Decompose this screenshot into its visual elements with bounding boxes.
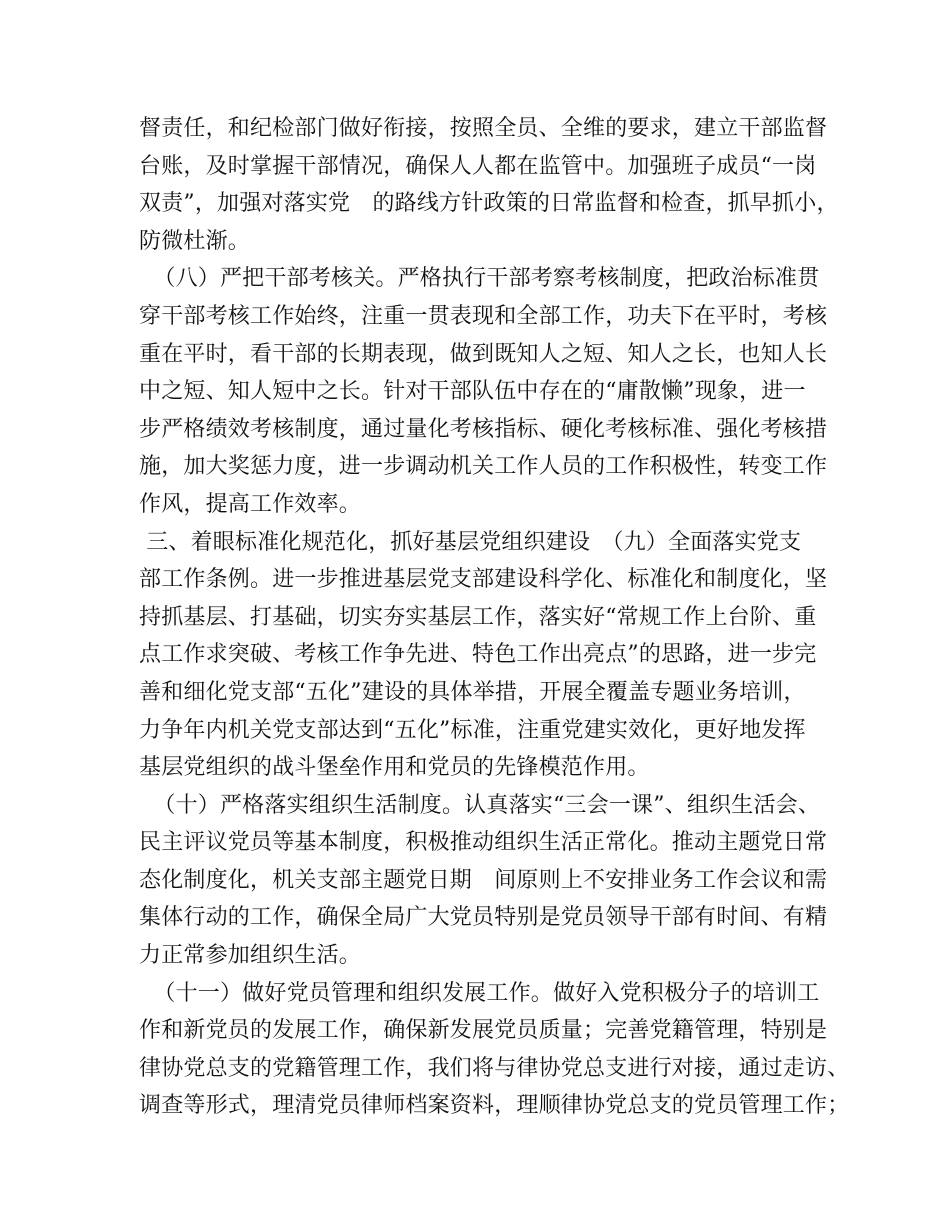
text-line: 民主评议党员等基本制度，积极推动组织生活正常化。推动主题党日常	[139, 830, 828, 856]
text-line: 力争年内机关党支部达到“五化”标准，注重党建实效化，更好地发挥	[139, 717, 806, 743]
text-line: 台账，及时掌握干部情况，确保人人都在监管中。加强班子成员“一岗	[139, 153, 817, 179]
section-heading-line: 三、着眼标准化规范化，抓好基层党组织建设 （九）全面落实党支	[139, 529, 802, 555]
text-line: 穿干部考核工作始终，注重一贯表现和全部工作，功夫下在平时，考核	[139, 303, 828, 329]
text-line: 态化制度化，机关支部主题党日期 间原则上不安排业务工作会议和需	[139, 867, 828, 893]
text-line: 中之短、知人短中之长。针对干部队伍中存在的“庸散懒”现象，进一	[139, 379, 806, 405]
text-line: 双责”，加强对落实党 的路线方针政策的日常监督和检查，抓早抓小，	[139, 191, 839, 217]
text-line: （十一）做好党员管理和组织发展工作。做好入党积极分子的培训工	[139, 980, 820, 1006]
text-line: 调查等形式，理清党员律师档案资料，理顺律协党总支的党员管理工作；	[139, 1093, 850, 1119]
text-line: 重在平时，看干部的长期表现，做到既知人之短、知人之长，也知人长	[139, 341, 828, 367]
text-line: 作和新党员的发展工作，确保新发展党员质量；完善党籍管理，特别是	[139, 1018, 828, 1044]
text-line: 集体行动的工作，确保全局广大党员特别是党员领导干部有时间、有精	[139, 905, 828, 931]
text-line: 点工作求突破、考核工作争先进、特色工作出亮点”的思路，进一步完	[139, 642, 817, 668]
text-line: （十）严格落实组织生活制度。认真落实“三会一课”、组织生活会、	[139, 792, 821, 818]
text-line: 力正常参加组织生活。	[139, 943, 362, 969]
text-line: 善和细化党支部“五化”建设的具体举措，开展全覆盖专题业务培训，	[139, 679, 806, 705]
text-line: 步严格绩效考核制度，通过量化考核指标、硬化考核标准、强化考核措	[139, 416, 828, 442]
text-line: 作风，提高工作效率。	[139, 491, 362, 517]
text-line: 施，加大奖惩力度，进一步调动机关工作人员的工作积极性，转变工作	[139, 454, 828, 480]
text-line: 部工作条例。进一步推进基层党支部建设科学化、标准化和制度化，坚	[139, 567, 828, 593]
text-line: 律协党总支的党籍管理工作，我们将与律协党总支进行对接，通过走访、	[139, 1055, 850, 1081]
text-line: 基层党组织的战斗堡垒作用和党员的先锋模范作用。	[139, 755, 650, 781]
text-line: 持抓基层、打基础，切实夯实基层工作，落实好“常规工作上台阶、重	[139, 604, 817, 630]
text-line: 督责任，和纪检部门做好衔接，按照全员、全维的要求，建立干部监督	[139, 116, 828, 141]
text-line: 防微杜渐。	[139, 228, 251, 254]
document-body	[139, 110, 850, 1125]
text-line: （八）严把干部考核关。严格执行干部考察考核制度，把政治标准贯	[139, 266, 820, 292]
